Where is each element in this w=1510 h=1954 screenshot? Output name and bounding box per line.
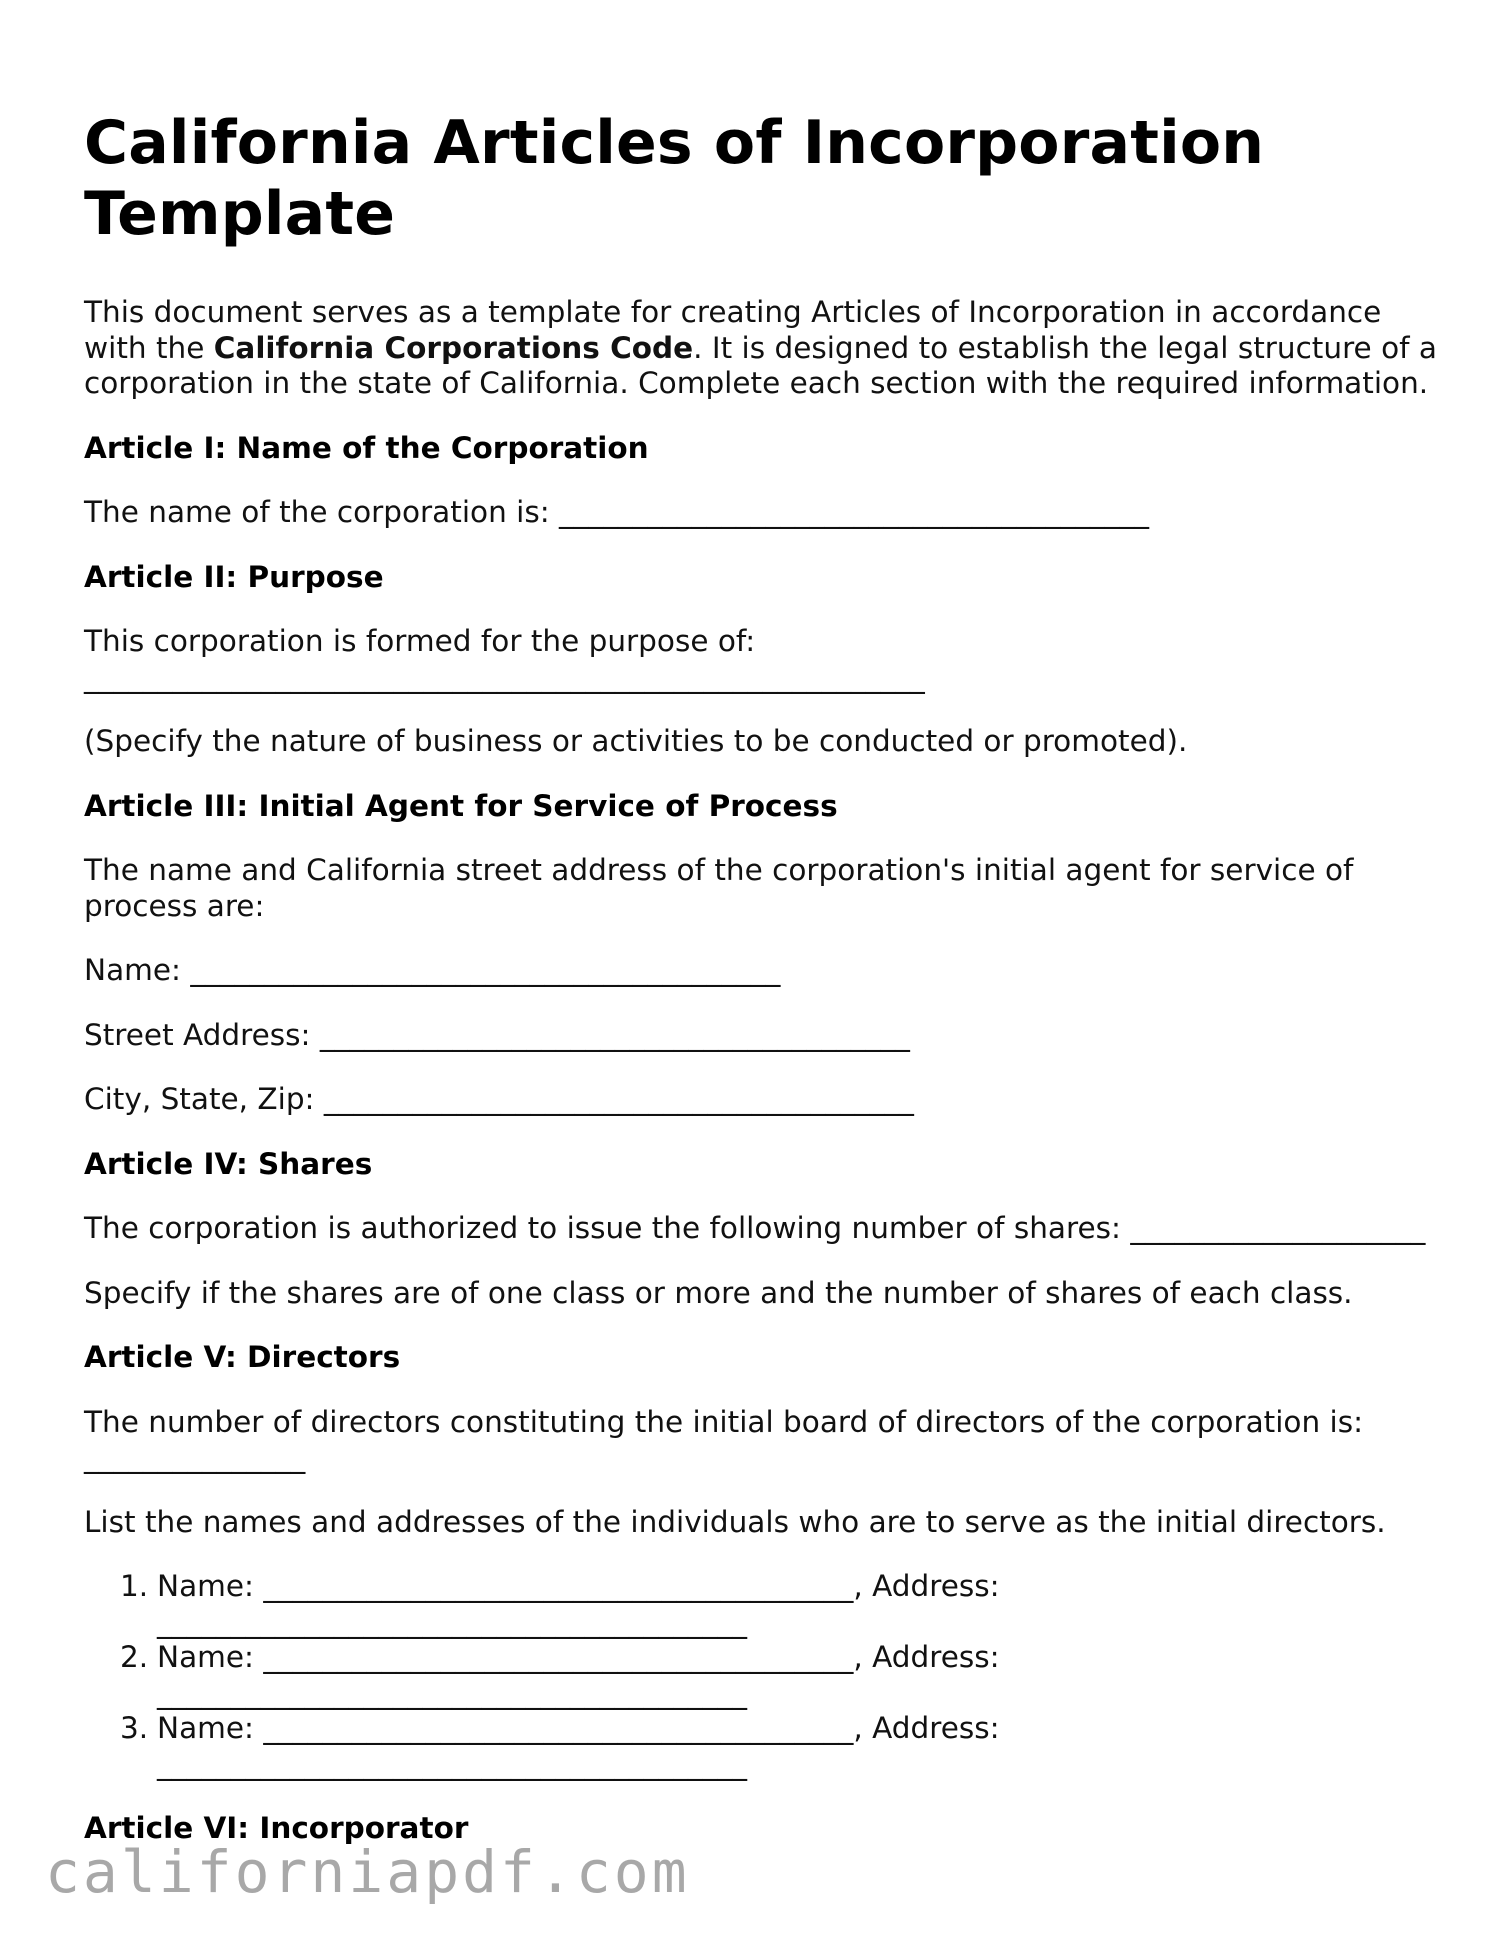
article-1-name-line: The name of the corporation is: ________________________________________ [84,495,1150,529]
article-2-purpose-line: This corporation is formed for the purpose of: _________________________________________________________ [84,624,925,694]
list-item [84,1711,1087,1782]
article-6-heading: Article VI: Incorporator [84,1811,469,1845]
watermark: californiapdf.com [45,1838,690,1906]
article-1-heading: Article I: Name of the Corporation [84,430,649,465]
article-5-heading: Article V: Directors [84,1340,401,1374]
page-title: California Articles of Incorporation Template [84,108,1265,249]
article-4-shares-line: The corporation is authorized to issue the following number of shares: ____________________ [84,1211,1426,1245]
list-item-number: 2. [120,1640,149,1674]
list-item-number: 1. [120,1569,149,1603]
document-page [84,108,1444,1876]
list-item [84,1640,1087,1711]
list-item [84,1569,1087,1640]
article-4-heading: Article IV: Shares [84,1146,373,1181]
article-3-heading: Article III: Initial Agent for Service of Process [84,788,838,823]
intro-paragraph [84,295,1444,402]
intro-text-before: This document serves as a template for creating Articles of Incorporation in accordance with the [84,295,1382,365]
article-5-directors-count-line: The number of directors constituting the initial board of directors of the corporation is: _______________ [84,1404,1364,1474]
list-item-text: Name: ________________________________________, Address: ________________________________________ [157,1711,1000,1781]
intro-code-name: California Corporations Code [213,330,694,365]
directors-list [84,1569,1444,1782]
article-4-note: Specify if the shares are of one class or more and the number of shares of each class. [84,1275,1353,1310]
article-2-note: (Specify the nature of business or activities to be conducted or promoted). [84,724,1188,758]
article-3-street-address: Street Address: ________________________________________ [84,1017,910,1052]
list-item-number: 3. [120,1711,149,1745]
article-5-list-intro: List the names and addresses of the individuals who are to serve as the initial directors. [84,1504,1386,1539]
list-item-text: Name: ________________________________________, Address: ________________________________________ [157,1640,1000,1710]
article-3-intro: The name and California street address of the corporation's initial agent for service of process are: [84,853,1354,923]
article-2-heading: Article II: Purpose [84,559,384,594]
list-item-text: Name: ________________________________________, Address: ________________________________________ [157,1569,1000,1639]
intro-text-after: . It is designed to establish the legal structure of a corporation in the state of California. Complete each section with the required information. [84,330,1437,400]
article-3-agent-name: Name: ________________________________________ [84,953,781,987]
article-3-city-state-zip: City, State, Zip: ________________________________________ [84,1082,914,1116]
